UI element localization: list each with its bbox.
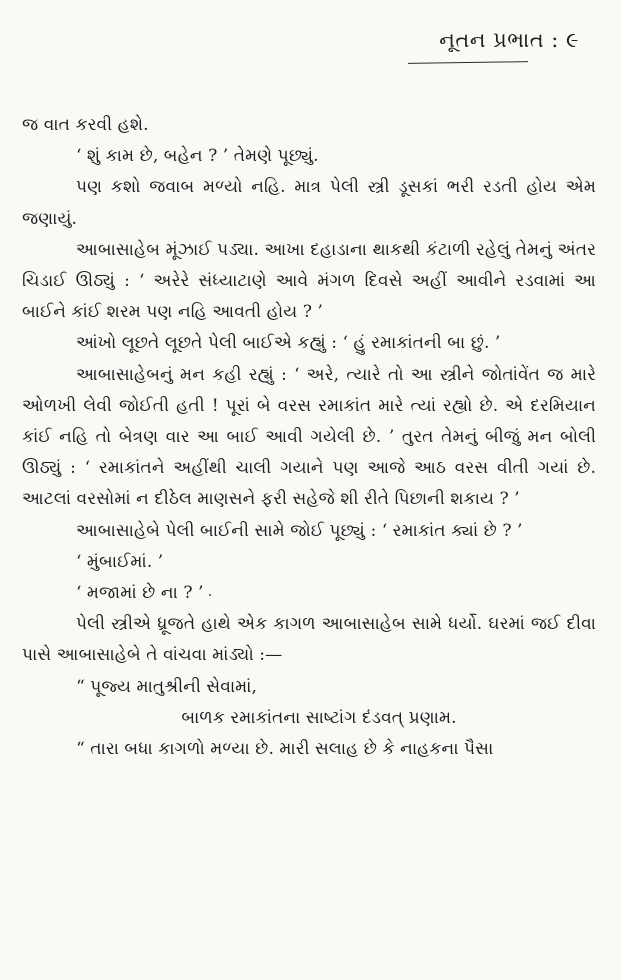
letter-paragraph: “ તારા બધા કાગળો મળ્યા છે. મારી સલાહ છે કે નાહકના પૈસા <box>76 739 494 760</box>
paragraph: આબાસાહેબે પેલી બાઈની સામે જોઈ પૂછ્યું : ‘ રમાકાંત ક્યાં છે ? ’ <box>76 520 523 541</box>
print-speck <box>209 594 211 596</box>
paragraph: આબાસાહેબનું મન કહી રહ્યું : ‘ અરે, ત્યારે તો આ સ્ત્રીને જોતાંવેંત જ મારે ઓળખી લેવી જોઈતી હતી ! પૂરાં બે વરસ રમાકાંત મારે ત્યાં રહ્યો છે. એ દરમિયાન કાંઈ નહિ તો બેત્રણ વાર આ બાઈ આવી ગયેલી છે. ’ તુરત તેમનું બીજું મન બોલી ઊઠ્યું : ‘ રમાકાંતને અહીંથી ચાલી ગયાને પણ આજે આઠ વરસ વીતી ગયાં છે. આટલાં વરસોમાં ન દીઠેલ માણસને ફરી સહેજે શી રીતે પિછાની શકાય ? ’ <box>22 364 596 510</box>
letter-greeting: બાળક રમાકાંતના સાષ્ટાંગ દંડવત્ પ્રણામ. <box>181 707 457 728</box>
header-underline <box>408 61 528 64</box>
paragraph: પણ કશો જવાબ મળ્યો નહિ. માત્ર પેલી સ્ત્રી ડૂસકાં ભરી રડતી હોય એમ જણાયું. <box>22 177 596 229</box>
running-header: નૂતન પ્રભાત : ૯ <box>439 28 579 52</box>
paragraph: આંખો લૂછતે લૂછતે પેલી બાઈએ કહ્યું : ‘ હું રમાકાંતની બા છું. ’ <box>76 333 501 354</box>
paragraph: આબાસાહેબ મૂંઝાઈ પડ્યા. આખા દહાડાના થાકથી કંટાળી રહેલું તેમનું અંતર ચિડાઈ ઊઠ્યું : ‘ અરેરે સંધ્યાટાણે આવે મંગળ દિવસે અહીં આવીને રડવામાં આ બાઈને કાંઈ શરમ પણ નહિ આવતી હોય ? ’ <box>22 239 596 323</box>
paragraph: પેલી સ્ત્રીએ ધ્રૂજતે હાથે એક કાગળ આબાસાહેબ સામે ધર્યો. ઘરમાં જઈ દીવા પાસે આબાસાહેબે તે વાંચવા માંડ્યો :— <box>22 614 596 666</box>
paragraph: જ વાત કરવી હશે. <box>22 115 149 135</box>
page-body <box>22 110 596 765</box>
letter-salutation: “ પૂજ્ય માતુશ્રીની સેવામાં, <box>76 676 257 697</box>
paragraph: ‘ મજામાં છે ના ? ’ <box>76 583 204 604</box>
paragraph: ‘ શું કામ છે, બહેન ? ’ તેમણે પૂછ્યું. <box>76 146 319 167</box>
paragraph: ‘ મુંબાઈમાં. ’ <box>76 551 164 572</box>
